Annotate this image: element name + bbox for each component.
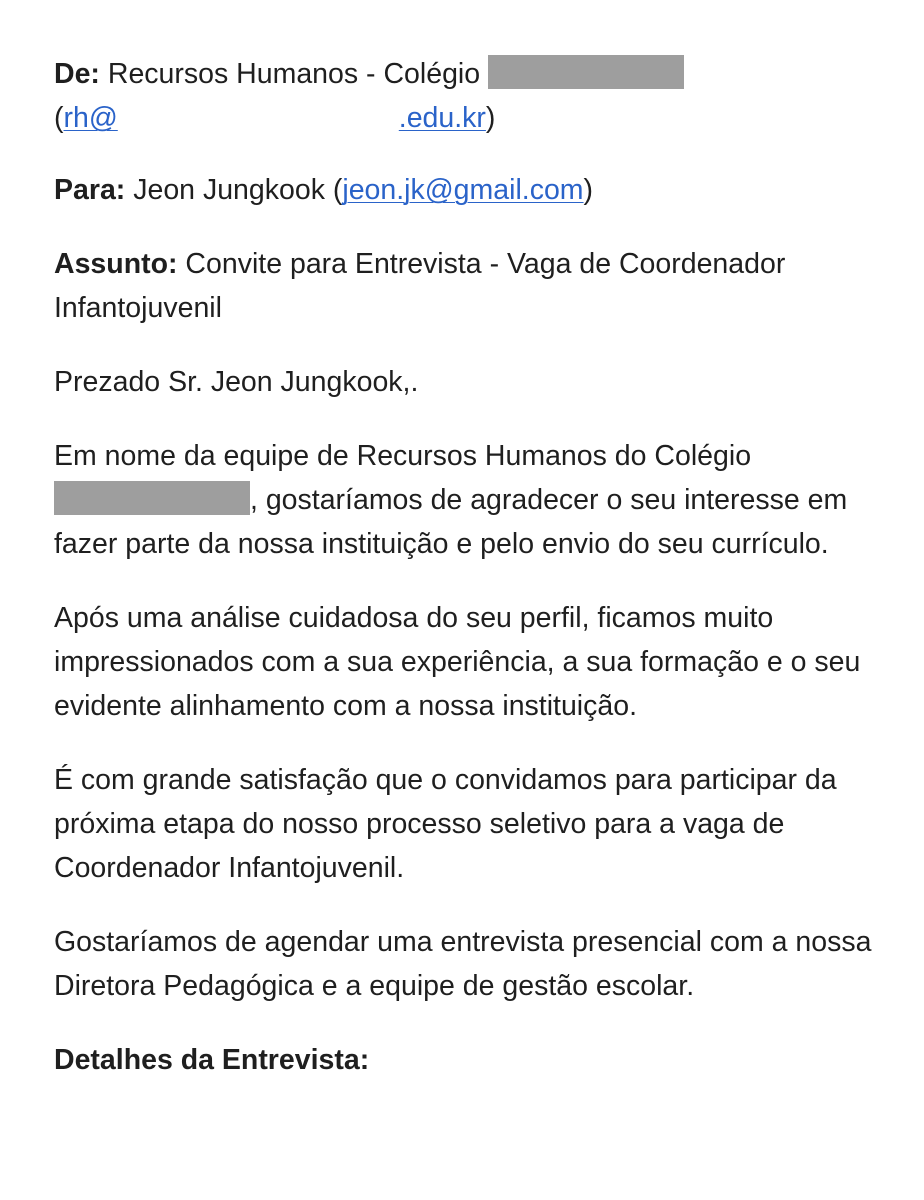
to-line [54,168,884,212]
from-line [54,52,884,140]
paragraph-analysis: Após uma análise cuidadosa do seu perfil, ficamos muito impressionados com a sua experiência, a sua formação e o seu evidente alinhamento com a nossa instituição. [54,602,861,722]
paragraph-intro-end: , gostaríamos de agradecer o seu interesse em fazer parte da nossa instituição e pelo envio do seu currículo. [54,484,848,560]
to-email-link[interactable]: jeon.jk@gmail.com [342,174,584,206]
from-email-end: .edu.kr [398,102,486,134]
from-label: De: [54,58,100,90]
from-open-paren: ( [54,102,64,134]
subject-label: Assunto: [54,248,178,280]
from-email-link[interactable] [64,102,486,134]
subject-line [54,242,884,330]
paragraph-intro-start: Em nome da equipe de Recursos Humanos do Colégio [54,440,752,472]
from-name: Recursos Humanos - Colégio [107,58,481,90]
to-name: Jeon Jungkook ( [133,174,343,206]
paragraph-intro [54,434,884,566]
redacted-school-name-2 [54,481,250,515]
subject-text: Convite para Entrevista - Vaga de Coordenador Infantojuvenil [54,248,786,324]
from-email-start: rh@ [63,102,118,134]
to-label: Para: [54,174,126,206]
email-body [54,52,884,1112]
interview-details-heading: Detalhes da Entrevista: [54,1044,370,1076]
paragraph-schedule: Gostaríamos de agendar uma entrevista presencial com a nossa Diretora Pedagógica e a equipe de gestão escolar. [54,926,872,1002]
paragraph-invitation: É com grande satisfação que o convidamos para participar da próxima etapa do nosso processo seletivo para a vaga de Coordenador Infantojuvenil. [54,764,837,884]
redacted-school-name [488,55,684,89]
from-close-paren: ) [485,102,496,134]
greeting: Prezado Sr. Jeon Jungkook,. [54,366,419,398]
to-close-paren: ) [583,174,594,206]
